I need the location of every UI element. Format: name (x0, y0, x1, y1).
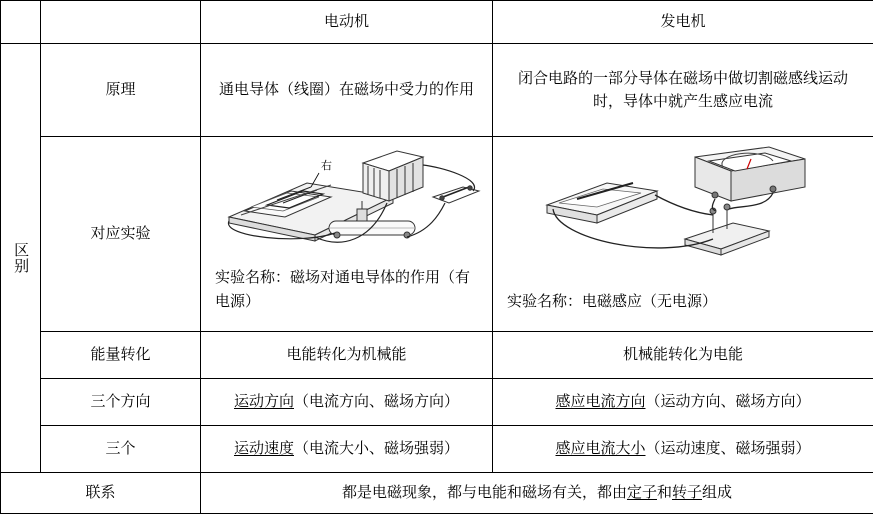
connection-text-part3: 组成 (702, 483, 732, 501)
magnitudes-motor-rest: （电流大小、磁场强弱） (294, 439, 459, 457)
directions-motor-rest: （电流方向、磁场方向） (294, 392, 459, 410)
magnitudes-generator-key: 感应电流大小 (555, 439, 645, 457)
row-label-connection: 联系 (1, 473, 201, 514)
header-generator: 发电机 (493, 1, 873, 44)
principle-motor: 通电导体（线圈）在磁场中受力的作用 (201, 44, 493, 137)
magnitudes-generator-rest: （运动速度、磁场强弱） (646, 439, 811, 457)
directions-generator-rest: （运动方向、磁场方向） (646, 392, 811, 410)
table-header-row (1, 1, 873, 44)
energy-motor: 电能转化为机械能 (201, 332, 493, 379)
principle-generator: 闭合电路的一部分导体在磁场中做切割磁感线运动时，导体中就产生感应电流 (493, 44, 873, 137)
energy-generator: 机械能转化为电能 (493, 332, 873, 379)
directions-generator (493, 379, 873, 426)
row-label-magnitudes: 三个 (41, 426, 201, 473)
table-row-magnitudes (1, 426, 873, 473)
row-label-principle: 原理 (41, 44, 201, 137)
motor-figure-label-text: 右 (321, 159, 332, 172)
header-blank-2 (41, 1, 201, 44)
header-motor: 电动机 (201, 1, 493, 44)
connection-text-part1: 都是电磁现象，都与电能和磁场有关，都由 (342, 483, 627, 501)
directions-motor-key: 运动方向 (234, 392, 294, 410)
magnitudes-motor (201, 426, 493, 473)
row-group-label-difference (1, 44, 41, 473)
connection-stator: 定子 (627, 483, 657, 501)
experiment-generator-inner (497, 139, 869, 329)
directions-motor (201, 379, 493, 426)
connection-rotor: 转子 (672, 483, 702, 501)
row-label-experiment: 对应实验 (41, 137, 201, 332)
experiment-motor-caption (205, 265, 488, 313)
table-row-experiment (1, 137, 873, 332)
table-row-connection (1, 473, 873, 514)
experiment-motor-cell (201, 137, 493, 332)
generator-experiment-diagram (537, 143, 837, 268)
experiment-motor-inner (205, 139, 488, 329)
connection-text-part2: 和 (657, 483, 672, 501)
row-label-energy: 能量转化 (41, 332, 201, 379)
table-row-energy (1, 332, 873, 379)
experiment-motor-caption-text: 实验名称：磁场对通电导体的作用（有电源） (215, 268, 470, 310)
table-row-directions (1, 379, 873, 426)
magnitudes-generator (493, 426, 873, 473)
experiment-generator-caption (497, 289, 869, 313)
directions-generator-key: 感应电流方向 (555, 392, 645, 410)
header-blank-1 (1, 1, 41, 44)
connection-text (201, 473, 873, 514)
experiment-generator-cell (493, 137, 873, 332)
motor-experiment-diagram (211, 145, 491, 255)
experiment-generator-caption-text: 实验名称：电磁感应（无电源） (507, 292, 717, 310)
row-group-label-text: 区别 (9, 242, 32, 274)
magnitudes-motor-key: 运动速度 (234, 439, 294, 457)
row-label-directions: 三个方向 (41, 379, 201, 426)
table-row-principle (1, 44, 873, 137)
